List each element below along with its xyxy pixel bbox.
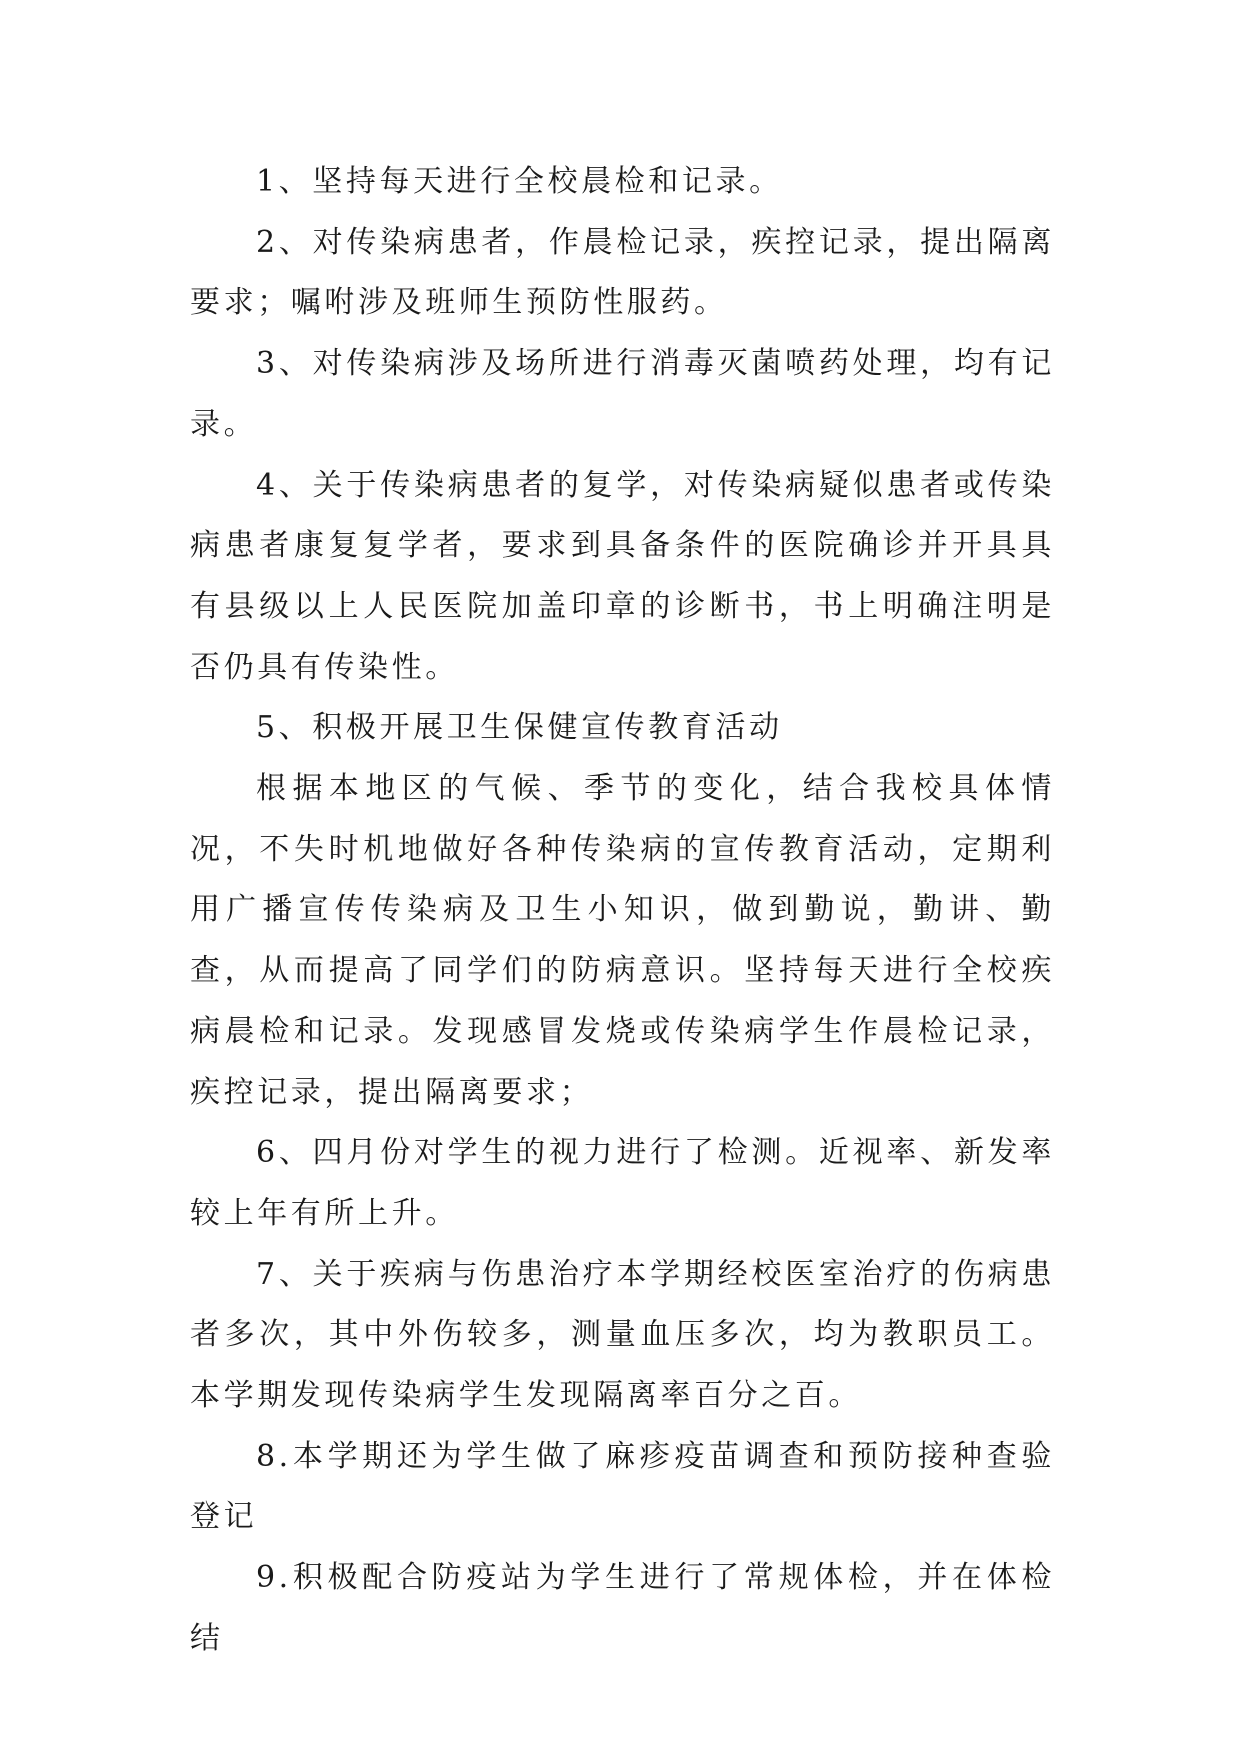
paragraph-item-8: 8.本学期还为学生做了麻疹疫苗调查和预防接种查验登记	[190, 1438, 1055, 1535]
paragraph-publicity-details: 根据本地区的气候、季节的变化，结合我校具体情况，不失时机地做好各种传染病的宣传教育活动，定期利用广播宣传传染病及卫生小知识，做到勤说，勤讲、勤查，从而提高了同学们的防病意识。坚持每天进行全校疾病晨检和记录。发现感冒发烧或传染病学生作晨检记录，疾控记录，提出隔离要求；	[190, 771, 1055, 1110]
paragraph-item-9: 9.积极配合防疫站为学生进行了常规体检，并在体检结	[190, 1560, 1055, 1656]
paragraph-item-6: 6、四月份对学生的视力进行了检测。近视率、新发率较上年有所上升。	[190, 1135, 1055, 1231]
paragraph-item-4: 4、关于传染病患者的复学，对传染病疑似患者或传染病患者康复复学者，要求到具备条件的医院确诊并开具具有县级以上人民医院加盖印章的诊断书，书上明确注明是否仍具有传染性。	[190, 467, 1055, 685]
paragraph-item-2: 2、对传染病患者，作晨检记录，疾控记录，提出隔离要求；嘱咐涉及班师生预防性服药。	[190, 224, 1055, 321]
paragraph-item-1: 1、坚持每天进行全校晨检和记录。	[256, 164, 783, 199]
paragraph-item-5: 5、积极开展卫生保健宣传教育活动	[256, 710, 783, 746]
paragraph-item-3: 3、对传染病涉及场所进行消毒灭菌喷药处理，均有记录。	[190, 346, 1055, 442]
paragraph-item-7: 7、关于疾病与伤患治疗本学期经校医室治疗的伤病患者多次，其中外伤较多，测量血压多次，均为教职员工。本学期发现传染病学生发现隔离率百分之百。	[190, 1256, 1055, 1414]
document-body	[190, 152, 1055, 1670]
